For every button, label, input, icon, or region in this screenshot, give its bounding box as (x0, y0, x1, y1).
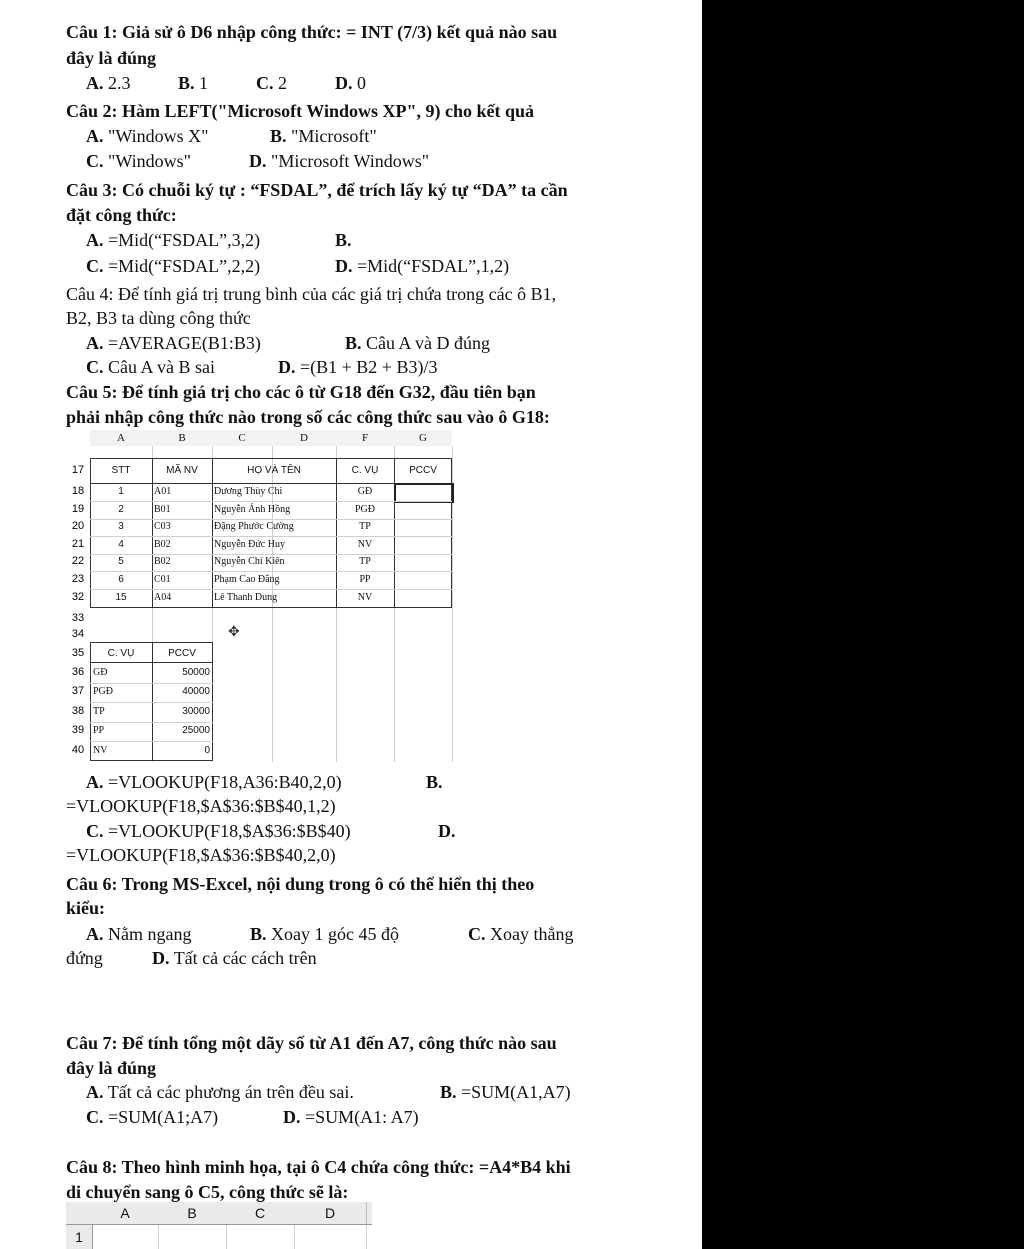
cell-ho-ten: Nguyễn Ánh Hồng (214, 504, 291, 515)
q6-text-cont: kiểu: (66, 898, 106, 918)
cell-chuc-vu: TP (359, 556, 371, 567)
selected-cell-g18[interactable] (394, 483, 454, 503)
q8-text: Câu 8: Theo hình minh họa, tại ô C4 chứa công thức: =A4*B4 khi (66, 1157, 571, 1177)
q5-text-cont: phải nhập công thức nào trong số các công thức sau vào ô G18: (66, 407, 550, 427)
q1-option-a: A. 2.3 (86, 73, 131, 93)
q1-text-cont: đây là đúng (66, 48, 157, 68)
row-header: 36 (71, 666, 85, 678)
cell-stt: 1 (118, 486, 124, 497)
lookup-cell-chuc-vu: TP (93, 706, 105, 717)
cell-ho-ten: Đặng Phước Cường (214, 521, 294, 532)
lookup-header-cell: C. VỤ (107, 648, 135, 659)
row-header: 33 (71, 612, 85, 624)
cell-ho-ten: Dương Thùy Chi (214, 486, 283, 497)
cell-ma-nv: C03 (154, 521, 171, 532)
table-header-cell: MÃ NV (166, 465, 198, 476)
table-header-cell: STT (111, 465, 131, 476)
q1-option-b: B. 1 (178, 73, 209, 93)
row-header: 37 (71, 685, 85, 697)
cell-stt: 3 (118, 521, 124, 532)
table-header-cell: C. VỤ (351, 465, 379, 476)
q5-option-d-label: D. (438, 821, 456, 841)
cell-ho-ten: Nguyễn Chí Kiên (214, 556, 285, 567)
q7-text-cont: đây là đúng (66, 1058, 157, 1078)
spreadsheet-figure-2 (66, 1200, 376, 1249)
q4-option-b: B. Câu A và D đúng (345, 333, 491, 353)
q6-text: Câu 6: Trong MS-Excel, nội dung trong ô có thể hiển thị theo (66, 874, 535, 894)
cell-chuc-vu: NV (357, 539, 373, 550)
row-header: 38 (71, 705, 85, 717)
q3-text: Câu 3: Có chuỗi ký tự : “FSDAL”, để trích lấy ký tự “DA” ta cần (66, 180, 568, 200)
cell-ho-ten: Phạm Cao Đằng (214, 574, 280, 585)
lookup-cell-pccv: 0 (204, 745, 210, 756)
cell-stt: 6 (118, 574, 124, 585)
lookup-header-cell: PCCV (168, 648, 196, 659)
col-header-c: C (226, 1202, 295, 1224)
q6-option-a: A. Nằm ngang (86, 924, 192, 944)
q7-option-b: B. =SUM(A1,A7) (440, 1082, 571, 1102)
cell-ma-nv: C01 (154, 574, 171, 585)
row-header: 35 (71, 647, 85, 659)
lookup-cell-pccv: 30000 (182, 706, 210, 717)
col-header-c: C (212, 430, 273, 446)
row-header: 22 (71, 555, 85, 567)
q4-option-d: D. =(B1 + B2 + B3)/3 (278, 357, 438, 377)
q8-text-cont: di chuyển sang ô C5, công thức sẽ là: (66, 1182, 349, 1202)
q2-option-c: C. "Windows" (86, 151, 191, 171)
q6-option-d: D. Tất cả các cách trên (152, 948, 317, 968)
q5-text: Câu 5: Để tính giá trị cho các ô từ G18 đến G32, đầu tiên bạn (66, 382, 536, 402)
lookup-cell-chuc-vu: PGĐ (93, 686, 114, 697)
row-header: 1 (66, 1225, 93, 1249)
q6-option-c-cont: đứng (66, 948, 103, 968)
row-header: 39 (71, 724, 85, 736)
col-header-b: B (152, 430, 213, 446)
row-header: 34 (71, 628, 85, 640)
q7-option-c: C. =SUM(A1;A7) (86, 1107, 219, 1127)
table-header-cell: PCCV (409, 465, 437, 476)
col-header-d: D (272, 430, 337, 446)
lookup-cell-chuc-vu: NV (93, 745, 108, 756)
table-header-cell: HỌ VÀ TÊN (247, 465, 301, 476)
row-header: 18 (71, 485, 85, 497)
q7-text: Câu 7: Để tính tổng một dãy số từ A1 đến A7, công thức nào sau (66, 1033, 557, 1053)
cell-ho-ten: Nguyễn Đức Huy (214, 539, 285, 550)
row-header: 32 (71, 591, 85, 603)
q4-option-a: A. =AVERAGE(B1:B3) (86, 333, 261, 353)
cell-stt: 4 (118, 539, 124, 550)
col-header-b: B (158, 1202, 227, 1224)
lookup-cell-chuc-vu: GĐ (93, 667, 108, 678)
q6-option-b: B. Xoay 1 góc 45 độ (250, 924, 399, 944)
col-header-f: F (336, 430, 395, 446)
cell-stt: 5 (118, 556, 124, 567)
q3-option-c: C. =Mid(“FSDAL”,2,2) (86, 256, 261, 276)
q5-option-c: C. =VLOOKUP(F18,$A$36:$B$40) (86, 821, 351, 841)
row-header: 23 (71, 573, 85, 585)
col-header-a: A (92, 1202, 159, 1224)
q2-option-d: D. "Microsoft Windows" (249, 151, 430, 171)
lookup-cell-pccv: 40000 (182, 686, 210, 697)
q7-option-a: A. Tất cả các phương án trên đều sai. (86, 1082, 354, 1102)
q2-option-a: A. "Windows X" (86, 126, 209, 146)
q5-option-b: =VLOOKUP(F18,$A$36:$B$40,1,2) (66, 796, 336, 816)
cell-chuc-vu: PP (359, 574, 371, 585)
q7-option-d: D. =SUM(A1: A7) (283, 1107, 419, 1127)
q3-option-d: D. =Mid(“FSDAL”,1,2) (335, 256, 510, 276)
q1-option-c: C. 2 (256, 73, 287, 93)
q6-option-c: C. Xoay thẳng (468, 924, 574, 944)
q5-option-a: A. =VLOOKUP(F18,A36:B40,2,0) (86, 772, 342, 792)
q2-text: Câu 2: Hàm LEFT("Microsoft Windows XP", 9) cho kết quả (66, 101, 535, 121)
col-header-a: A (90, 430, 153, 446)
row-header: 21 (71, 538, 85, 550)
row-header: 20 (71, 520, 85, 532)
q5-option-b-label: B. (426, 772, 443, 792)
cell-ma-nv: B02 (154, 556, 171, 567)
q3-option-b: B. (335, 230, 352, 250)
cell-ma-nv: B01 (154, 504, 171, 515)
lookup-cell-pccv: 50000 (182, 667, 210, 678)
cell-stt: 2 (118, 504, 124, 515)
cell-ma-nv: A01 (154, 486, 172, 497)
cell-chuc-vu: GĐ (357, 486, 373, 497)
q1-text: Câu 1: Giả sử ô D6 nhập công thức: = INT (7/3) kết quả nào sau (66, 22, 558, 42)
cell-cursor-icon: ✥ (228, 623, 240, 639)
q2-option-b: B. "Microsoft" (270, 126, 377, 146)
lookup-cell-pccv: 25000 (182, 725, 210, 736)
q3-option-a: A. =Mid(“FSDAL”,3,2) (86, 230, 261, 250)
cell-ho-ten: Lê Thanh Dung (214, 592, 278, 603)
q4-text-cont: B2, B3 ta dùng công thức (66, 308, 251, 328)
cell-ma-nv: B02 (154, 539, 171, 550)
cell-stt: 15 (115, 592, 127, 603)
spreadsheet-figure (66, 428, 452, 762)
q3-text-cont: đặt công thức: (66, 205, 177, 225)
cell-chuc-vu: NV (357, 592, 373, 603)
q1-option-d: D. 0 (335, 73, 366, 93)
row-header: 17 (71, 464, 85, 476)
cell-chuc-vu: TP (359, 521, 371, 532)
q4-option-c: C. Câu A và B sai (86, 357, 215, 377)
col-header-d: D (294, 1202, 367, 1224)
row-header: 40 (71, 744, 85, 756)
col-header-g: G (394, 430, 452, 446)
lookup-cell-chuc-vu: PP (93, 725, 105, 736)
q4-text: Câu 4: Để tính giá trị trung bình của các giá trị chứa trong các ô B1, (66, 284, 557, 304)
row-header: 19 (71, 503, 85, 515)
cell-ma-nv: A04 (154, 592, 172, 603)
cell-chuc-vu: PGĐ (354, 504, 375, 515)
q5-option-d: =VLOOKUP(F18,$A$36:$B$40,2,0) (66, 845, 336, 865)
